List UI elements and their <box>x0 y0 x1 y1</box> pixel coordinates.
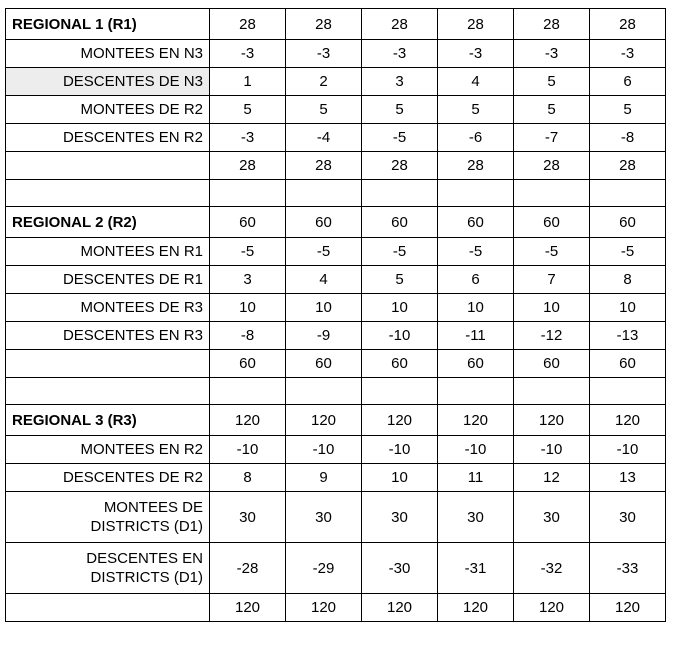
row-label-line: MONTEES DE <box>103 499 203 516</box>
value-cell: 28 <box>286 9 362 40</box>
row-label: MONTEES EN R1 <box>6 238 210 266</box>
section-header-row <box>6 9 666 40</box>
value-cell: 5 <box>362 266 438 294</box>
empty-cell <box>590 378 666 405</box>
value-cell: -33 <box>590 543 666 594</box>
value-cell: 120 <box>514 405 590 436</box>
value-cell: 4 <box>286 266 362 294</box>
value-cell: 60 <box>514 207 590 238</box>
value-cell: -3 <box>590 40 666 68</box>
value-cell: 120 <box>210 405 286 436</box>
value-cell: 10 <box>590 294 666 322</box>
value-cell: -10 <box>514 436 590 464</box>
value-cell: -5 <box>590 238 666 266</box>
value-cell: -10 <box>362 436 438 464</box>
spacer-row <box>6 378 666 405</box>
value-cell: 30 <box>514 492 590 543</box>
value-cell: 120 <box>590 405 666 436</box>
empty-cell <box>438 180 514 207</box>
value-cell: 60 <box>590 350 666 378</box>
value-cell: 28 <box>362 9 438 40</box>
value-cell: 60 <box>210 350 286 378</box>
value-cell: 28 <box>590 9 666 40</box>
value-cell: 7 <box>514 266 590 294</box>
empty-cell <box>6 180 210 207</box>
value-cell: -11 <box>438 322 514 350</box>
value-cell: -8 <box>590 124 666 152</box>
table-row <box>6 464 666 492</box>
value-cell: -5 <box>210 238 286 266</box>
result-row <box>6 594 666 622</box>
value-cell: 28 <box>210 9 286 40</box>
value-cell: 60 <box>362 207 438 238</box>
empty-cell <box>362 378 438 405</box>
value-cell: 120 <box>286 405 362 436</box>
row-label: DESCENTES DE N3 <box>6 68 210 96</box>
value-cell: -6 <box>438 124 514 152</box>
value-cell: -5 <box>438 238 514 266</box>
value-cell: 60 <box>286 207 362 238</box>
empty-cell <box>6 378 210 405</box>
row-label-line: DISTRICTS (D1) <box>90 518 203 535</box>
table-row <box>6 543 666 594</box>
row-label: MONTEES EN R2 <box>6 436 210 464</box>
value-cell: 120 <box>438 405 514 436</box>
value-cell: 120 <box>362 594 438 622</box>
promotion-relegation-table <box>5 8 666 622</box>
value-cell: 60 <box>438 207 514 238</box>
value-cell: 30 <box>590 492 666 543</box>
row-label <box>6 492 210 543</box>
value-cell: 6 <box>438 266 514 294</box>
value-cell: 30 <box>286 492 362 543</box>
table-container <box>5 8 666 622</box>
empty-cell <box>438 378 514 405</box>
value-cell: 30 <box>362 492 438 543</box>
table-row <box>6 294 666 322</box>
value-cell: -9 <box>286 322 362 350</box>
value-cell: 60 <box>590 207 666 238</box>
value-cell: 10 <box>438 294 514 322</box>
table-row <box>6 322 666 350</box>
value-cell: 28 <box>514 152 590 180</box>
row-label-line: DISTRICTS (D1) <box>90 569 203 586</box>
value-cell: 5 <box>514 68 590 96</box>
value-cell: 28 <box>438 152 514 180</box>
value-cell: 8 <box>210 464 286 492</box>
value-cell: -10 <box>210 436 286 464</box>
empty-cell <box>286 180 362 207</box>
row-label: DESCENTES EN R3 <box>6 322 210 350</box>
value-cell: 30 <box>210 492 286 543</box>
value-cell: 5 <box>210 96 286 124</box>
empty-cell <box>590 180 666 207</box>
value-cell: -10 <box>438 436 514 464</box>
value-cell: -4 <box>286 124 362 152</box>
table-row <box>6 492 666 543</box>
value-cell: 10 <box>362 294 438 322</box>
value-cell: 9 <box>286 464 362 492</box>
value-cell: 5 <box>590 96 666 124</box>
table-row <box>6 238 666 266</box>
value-cell: 10 <box>210 294 286 322</box>
value-cell: -32 <box>514 543 590 594</box>
empty-label-cell <box>6 152 210 180</box>
value-cell: 120 <box>590 594 666 622</box>
value-cell: 28 <box>514 9 590 40</box>
result-row <box>6 152 666 180</box>
value-cell: 6 <box>590 68 666 96</box>
value-cell: 60 <box>362 350 438 378</box>
table-row <box>6 266 666 294</box>
row-label: MONTEES DE R3 <box>6 294 210 322</box>
empty-cell <box>286 378 362 405</box>
section-header-row <box>6 405 666 436</box>
value-cell: -12 <box>514 322 590 350</box>
row-label: DESCENTES DE R2 <box>6 464 210 492</box>
value-cell: -3 <box>514 40 590 68</box>
value-cell: 10 <box>286 294 362 322</box>
section-title: REGIONAL 2 (R2) <box>6 207 210 238</box>
value-cell: 10 <box>362 464 438 492</box>
empty-cell <box>210 180 286 207</box>
value-cell: -8 <box>210 322 286 350</box>
value-cell: -29 <box>286 543 362 594</box>
value-cell: -10 <box>590 436 666 464</box>
value-cell: 28 <box>438 9 514 40</box>
table-row <box>6 436 666 464</box>
value-cell: -30 <box>362 543 438 594</box>
value-cell: 60 <box>210 207 286 238</box>
value-cell: 28 <box>362 152 438 180</box>
value-cell: 3 <box>362 68 438 96</box>
value-cell: 11 <box>438 464 514 492</box>
row-label: DESCENTES DE R1 <box>6 266 210 294</box>
value-cell: 13 <box>590 464 666 492</box>
value-cell: 10 <box>514 294 590 322</box>
value-cell: -3 <box>286 40 362 68</box>
empty-cell <box>210 378 286 405</box>
section-title: REGIONAL 3 (R3) <box>6 405 210 436</box>
result-row <box>6 350 666 378</box>
empty-cell <box>362 180 438 207</box>
value-cell: -3 <box>210 124 286 152</box>
value-cell: 2 <box>286 68 362 96</box>
value-cell: 4 <box>438 68 514 96</box>
section-header-row <box>6 207 666 238</box>
value-cell: 28 <box>590 152 666 180</box>
value-cell: -3 <box>362 40 438 68</box>
value-cell: 60 <box>286 350 362 378</box>
value-cell: 120 <box>438 594 514 622</box>
value-cell: -28 <box>210 543 286 594</box>
row-label-line: DESCENTES EN <box>86 550 203 567</box>
value-cell: 120 <box>514 594 590 622</box>
value-cell: -31 <box>438 543 514 594</box>
spacer-row <box>6 180 666 207</box>
value-cell: 12 <box>514 464 590 492</box>
value-cell: -13 <box>590 322 666 350</box>
value-cell: -10 <box>286 436 362 464</box>
table-row <box>6 124 666 152</box>
value-cell: 120 <box>286 594 362 622</box>
value-cell: -5 <box>286 238 362 266</box>
row-label: MONTEES DE R2 <box>6 96 210 124</box>
value-cell: 28 <box>286 152 362 180</box>
empty-label-cell <box>6 594 210 622</box>
row-label: DESCENTES EN R2 <box>6 124 210 152</box>
empty-label-cell <box>6 350 210 378</box>
value-cell: 1 <box>210 68 286 96</box>
table-row <box>6 96 666 124</box>
section-title: REGIONAL 1 (R1) <box>6 9 210 40</box>
value-cell: -3 <box>210 40 286 68</box>
table-row <box>6 68 666 96</box>
value-cell: 60 <box>438 350 514 378</box>
row-label <box>6 543 210 594</box>
value-cell: 5 <box>362 96 438 124</box>
value-cell: -5 <box>514 238 590 266</box>
table-row <box>6 40 666 68</box>
value-cell: 60 <box>514 350 590 378</box>
row-label: MONTEES EN N3 <box>6 40 210 68</box>
value-cell: 28 <box>210 152 286 180</box>
value-cell: 120 <box>210 594 286 622</box>
value-cell: -5 <box>362 124 438 152</box>
empty-cell <box>514 378 590 405</box>
value-cell: 30 <box>438 492 514 543</box>
value-cell: -3 <box>438 40 514 68</box>
value-cell: 5 <box>438 96 514 124</box>
value-cell: 5 <box>286 96 362 124</box>
value-cell: 3 <box>210 266 286 294</box>
value-cell: -7 <box>514 124 590 152</box>
value-cell: 5 <box>514 96 590 124</box>
value-cell: -5 <box>362 238 438 266</box>
empty-cell <box>514 180 590 207</box>
value-cell: -10 <box>362 322 438 350</box>
value-cell: 120 <box>362 405 438 436</box>
value-cell: 8 <box>590 266 666 294</box>
